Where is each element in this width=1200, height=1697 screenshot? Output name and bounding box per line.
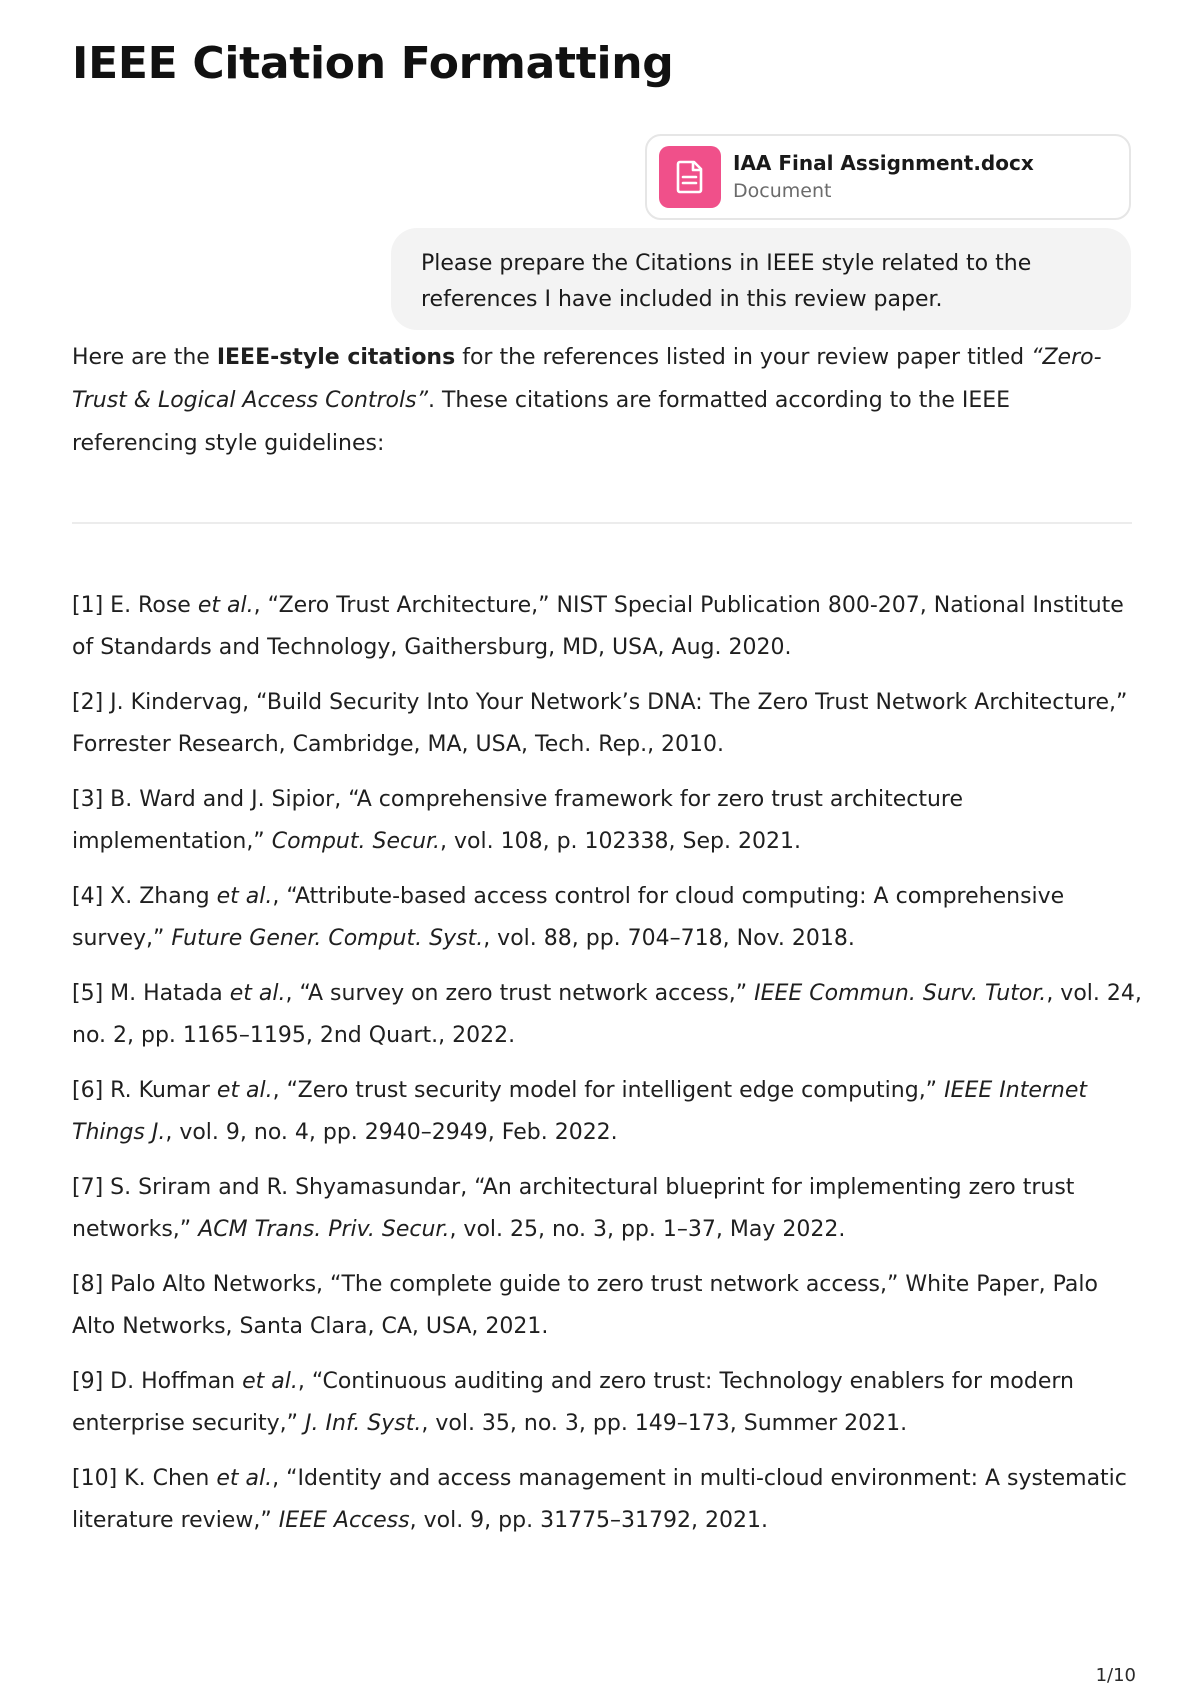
attachment-type: Document (733, 180, 832, 202)
reference-item: [10] K. Chen et al., “Identity and access management in multi-cloud environment: A systematic literature review,” IEEE Access, vol. 9, pp. 31775–31792, 2021. (72, 1466, 1127, 1533)
reference-item: [9] D. Hoffman et al., “Continuous auditing and zero trust: Technology enablers for modern enterprise security,” J. Inf. Syst., vol. 35, no. 3, pp. 149–173, Summer 2021. (72, 1369, 1074, 1436)
page-number: 1/10 (1095, 1665, 1136, 1686)
reference-item: [6] R. Kumar et al., “Zero trust security model for intelligent edge computing,” IEEE Internet Things J., vol. 9, no. 4, pp. 2940–2949, Feb. 2022. (72, 1078, 1088, 1145)
reference-list (72, 585, 1142, 1555)
page-title: IEEE Citation Formatting (72, 38, 674, 89)
user-message: Please prepare the Citations in IEEE style related to the references I have included in this review paper. (391, 228, 1131, 330)
document-icon (659, 146, 721, 208)
divider (72, 522, 1132, 524)
reference-item: [8] Palo Alto Networks, “The complete guide to zero trust network access,” White Paper, Palo Alto Networks, Santa Clara, CA, USA, 2021. (72, 1272, 1098, 1339)
reference-item: [3] B. Ward and J. Sipior, “A comprehensive framework for zero trust architecture implementation,” Comput. Secur., vol. 108, p. 102338, Sep. 2021. (72, 787, 964, 854)
reference-item: [2] J. Kindervag, “Build Security Into Your Network’s DNA: The Zero Trust Network Architecture,” Forrester Research, Cambridge, MA, USA, Tech. Rep., 2010. (72, 690, 1128, 757)
reference-item: [1] E. Rose et al., “Zero Trust Architecture,” NIST Special Publication 800-207, National Institute of Standards and Technology, Gaithersburg, MD, USA, Aug. 2020. (72, 593, 1124, 660)
reference-item: [5] M. Hatada et al., “A survey on zero trust network access,” IEEE Commun. Surv. Tutor., vol. 24, no. 2, pp. 1165–1195, 2nd Quart., 2022. (72, 981, 1142, 1048)
attachment-name: IAA Final Assignment.docx (733, 151, 1034, 175)
attachment-card[interactable] (645, 134, 1131, 220)
reference-item: [7] S. Sriram and R. Shyamasundar, “An architectural blueprint for implementing zero trust networks,” ACM Trans. Priv. Secur., vol. 25, no. 3, pp. 1–37, May 2022. (72, 1175, 1075, 1242)
response-intro: Here are the IEEE-style citations for the references listed in your review paper titled “Zero-Trust & Logical Access Controls”. These citations are formatted according to the IEEE referencing style guidelines: (72, 345, 1102, 456)
reference-item: [4] X. Zhang et al., “Attribute-based access control for cloud computing: A comprehensive survey,” Future Gener. Comput. Syst., vol. 88, pp. 704–718, Nov. 2018. (72, 884, 1065, 951)
